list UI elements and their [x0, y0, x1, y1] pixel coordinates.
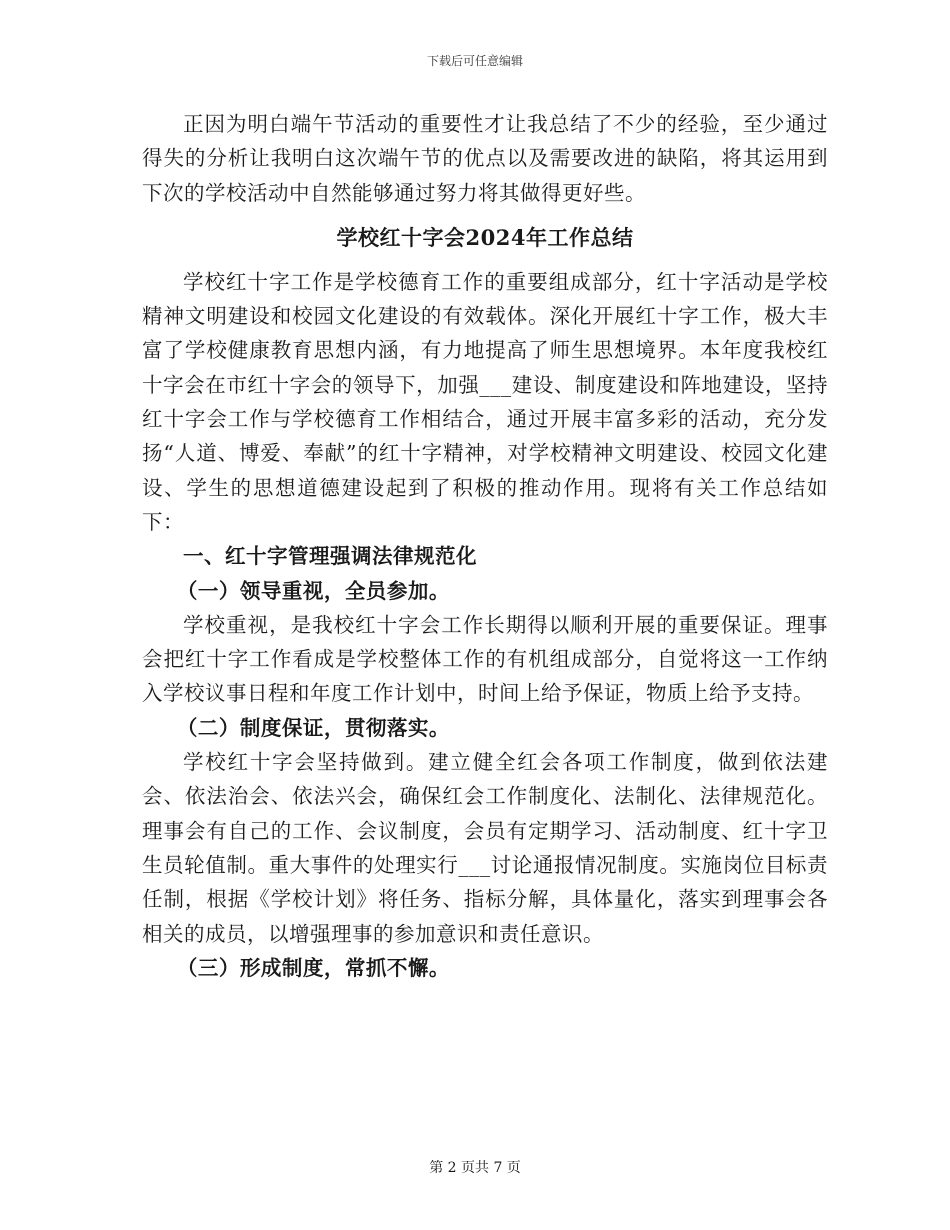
- subsection-body-2: 学校红十字会坚持做到。建立健全红会各项工作制度，做到依法建会、依法治会、依法兴会，确保红会工作制度化、法制化、法律规范化。理事会有自己的工作、会议制度，会员有定期学习、活动制度、红十字卫生员轮值制。重大事件的处理实行___讨论通报情况制度。实施岗位目标责任制，根据《学校计划》将任务、指标分解，具体量化，落实到理事会各相关的成员，以增强理事的参加意识和责任意识。: [142, 750, 828, 946]
- intro-paragraph: 正因为明白端午节活动的重要性才让我总结了不少的经验，至少通过得失的分析让我明白这次端午节的优点以及需要改进的缺陷，将其运用到下次的学校活动中自然能够通过努力将其做得更好些。: [142, 112, 828, 205]
- page-number: 第 2 页共 7 页: [429, 1160, 521, 1176]
- document-title: 学校红十字会2024年工作总结: [336, 224, 634, 250]
- subsection-body-1: 学校重视，是我校红十字会工作长期得以顺利开展的重要保证。理事会把红十字工作看成是学校整体工作的有机组成部分，自觉将这一工作纳入学校议事日程和年度工作计划中，时间上给予保证，物质上给予支持。: [142, 612, 828, 706]
- overview-paragraph: 学校红十字工作是学校德育工作的重要组成部分，红十字活动是学校精神文明建设和校园文化建设的有效载体。深化开展红十字工作，极大丰富了学校健康教育思想内涵，有力地提高了师生思想境界。本年度我校红十字会在市红十字会的领导下，加强___建设、制度建设和阵地建设，坚持红十字会工作与学校德育工作相结合，通过开展丰富多彩的活动，充分发扬“人道、博爱、奉献”的红十字精神，对学校精神文明建设、校园文化建设、学生的思想道德建设起到了积极的推动作用。现将有关工作总结如下：: [142, 269, 828, 534]
- section-heading-1: 一、红十字管理强调法律规范化: [183, 544, 477, 569]
- document-body: [142, 107, 828, 985]
- header-note: 下载后可任意编辑: [426, 54, 523, 68]
- subsection-heading-2: （二）制度保证，贯彻落实。: [176, 715, 450, 740]
- subsection-heading-3: （三）形成制度，常抓不懈。: [176, 955, 450, 980]
- subsection-heading-1: （一）领导重视，全员参加。: [176, 578, 450, 603]
